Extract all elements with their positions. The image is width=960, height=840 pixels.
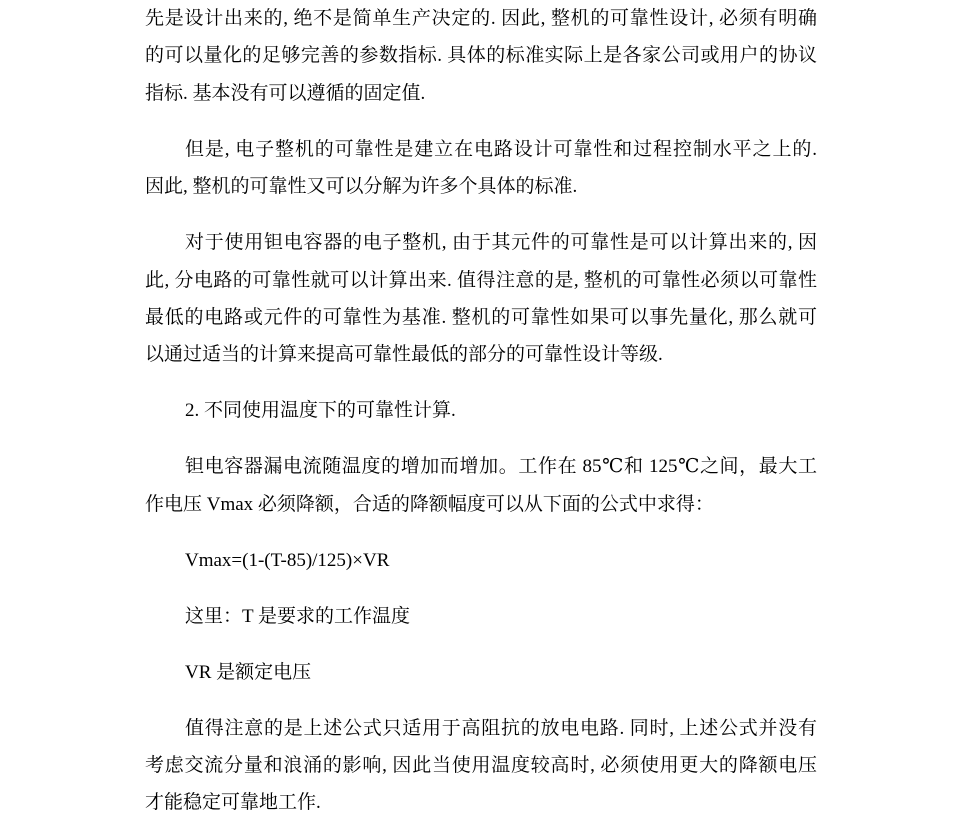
paragraph [145, 448, 817, 523]
text-line: 但是, 电子整机的可靠性是建立在电路设计可靠性和过程控制水平之上的. [185, 138, 817, 160]
text-line: Vmax=(1-(T-85)/125)×VR [185, 549, 390, 571]
text-line: 钽电容器漏电流随温度的增加而增加。工作在 85℃和 125℃之间，最大工 [185, 456, 817, 478]
paragraph [145, 224, 817, 374]
paragraph [145, 542, 817, 579]
text-line: 因此, 整机的可靠性又可以分解为许多个具体的标准. [145, 176, 578, 198]
text-line: 这里：T 是要求的工作温度 [185, 605, 411, 627]
document-page [145, 0, 817, 840]
text-line: 考虑交流分量和浪涌的影响, 因此当使用温度较高时, 必须使用更大的降额电压 [145, 755, 817, 776]
text-line: VR 是额定电压 [185, 661, 312, 683]
paragraph [145, 131, 817, 206]
paragraph [145, 654, 817, 691]
paragraph [145, 392, 817, 429]
text-line: 2. 不同使用温度下的可靠性计算. [185, 400, 456, 422]
paragraph [145, 598, 817, 635]
text-line: 才能稳定可靠地工作. [145, 792, 321, 814]
text-line: 值得注意的是上述公式只适用于高阻抗的放电电路. 同时, 上述公式并没有 [185, 717, 817, 739]
text-line: 作电压 Vmax 必须降额，合适的降额幅度可以从下面的公式中求得： [145, 493, 714, 515]
text-line: 对于使用钽电容器的电子整机, 由于其元件的可靠性是可以计算出来的, 因 [185, 232, 817, 254]
paragraph [145, 0, 817, 112]
text-line: 最低的电路或元件的可靠性为基准. 整机的可靠性如果可以事先量化, 那么就可 [145, 306, 817, 328]
text-line: 的可以量化的足够完善的参数指标. 具体的标准实际上是各家公司或用户的协议 [145, 45, 817, 67]
text-line: 指标. 基本没有可以遵循的固定值. [145, 82, 426, 104]
text-line: 以通过适当的计算来提高可靠性最低的部分的可靠性设计等级. [145, 344, 663, 366]
paragraph [145, 710, 817, 822]
text-line: 先是设计出来的, 绝不是简单生产决定的. 因此, 整机的可靠性设计, 必须有明确 [145, 8, 817, 29]
text-line: 此, 分电路的可靠性就可以计算出来. 值得注意的是, 整机的可靠性必须以可靠性 [145, 269, 817, 291]
